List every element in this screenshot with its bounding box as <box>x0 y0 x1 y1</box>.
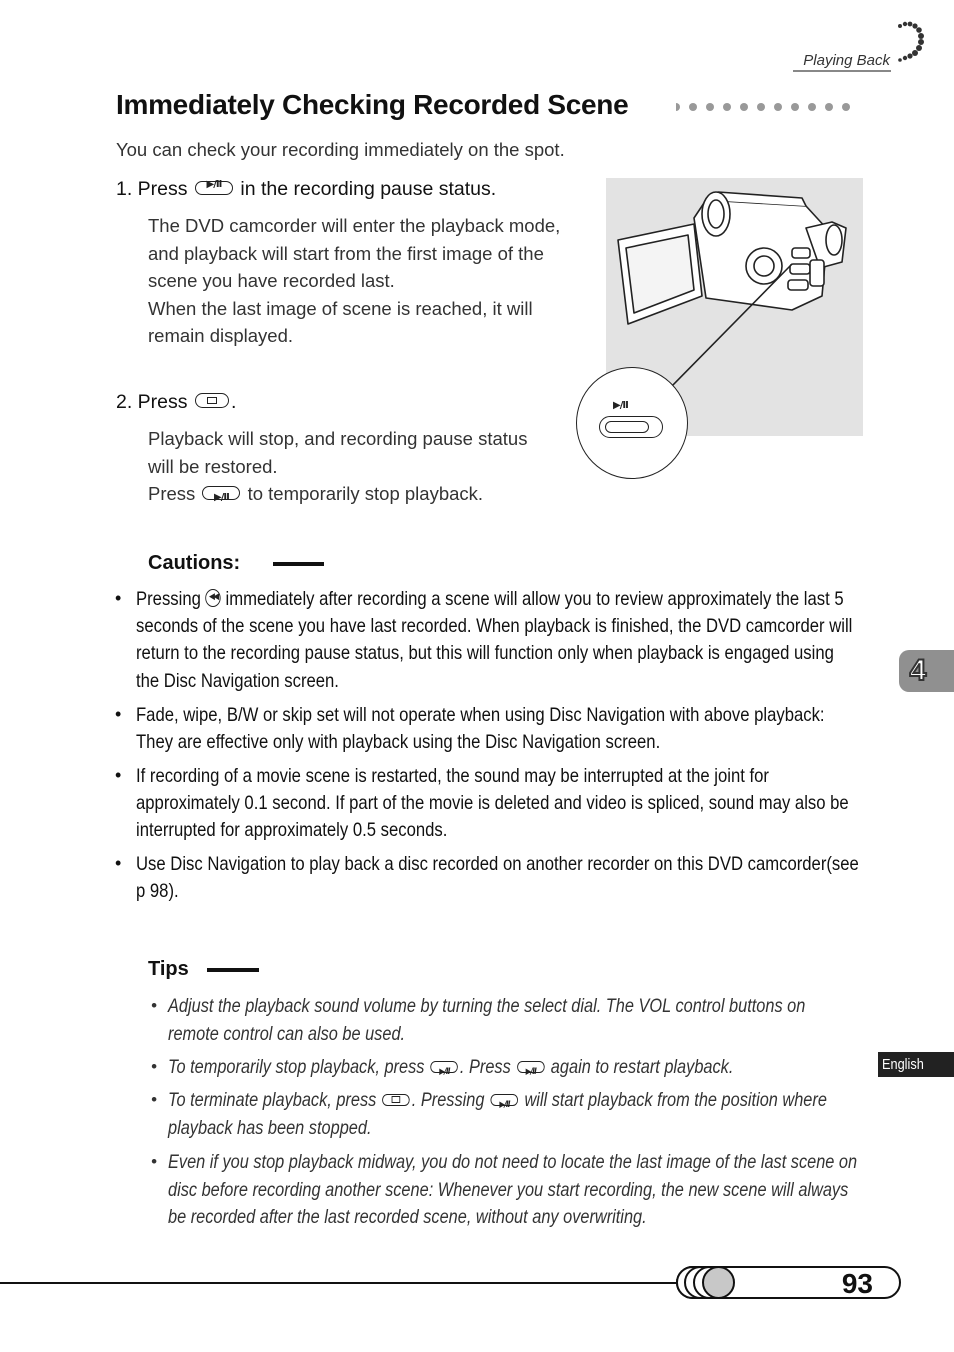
cautions-rule <box>273 562 324 566</box>
step-2-line: will be restored. <box>148 455 278 477</box>
caution-item-2: Fade, wipe, B/W or skip set will not operate when using Disc Navigation with above playback: They are effective only with playback using the Disc Navigation screen. <box>136 704 825 754</box>
language-label: English <box>882 1056 924 1073</box>
step-1-body <box>148 212 588 350</box>
page-number: 93 <box>841 1268 873 1299</box>
step-1-suffix: in the recording pause status. <box>240 178 497 200</box>
intro-text: You can check your recording immediately on the spot. <box>116 139 565 160</box>
caution-bullet: • <box>115 588 122 608</box>
play-pause-button-detail <box>599 416 663 438</box>
title-dots <box>676 103 850 111</box>
step-2-line: Playback will stop, and recording pause status <box>148 428 528 449</box>
caution-bullet: • <box>115 704 122 724</box>
caution-bullet: • <box>115 853 122 873</box>
badge-circle <box>702 1266 735 1299</box>
caution-item-3: If recording of a movie scene is restarted, the sound may be interrupted at the joint for approximately 0.1 second. If part of the movie is deleted and video is spliced, sound may also be interrupted for approximately 0.5 seconds. <box>136 765 849 842</box>
section-underline <box>793 70 891 72</box>
step-1-heading <box>116 178 496 201</box>
step-1-line: scene you have recorded last. <box>148 270 395 291</box>
play-pause-button-icon: ▶/II <box>491 1094 519 1106</box>
stop-button-icon <box>383 1094 411 1106</box>
play-pause-button-icon: ▶/II <box>517 1061 545 1073</box>
tip-item-3: To terminate playback, press . Pressing ▶/II will start playback from the position where playback has been stopped. <box>168 1090 827 1139</box>
step-1-line: remain displayed. <box>148 325 293 346</box>
section-label: Playing Back <box>803 52 890 69</box>
rewind-icon: ◀◀ <box>206 589 221 607</box>
tip-bullet: • <box>151 1090 157 1109</box>
play-pause-button-icon: ▶/II <box>202 486 240 500</box>
tip-item-2: To temporarily stop playback, press ▶/II . Press ▶/II again to restart playback. <box>168 1057 734 1078</box>
page-number-badge <box>676 1266 901 1299</box>
step-1-line: and playback will start from the first image of the <box>148 242 544 264</box>
step-1-line: The DVD camcorder will enter the playback mode, <box>148 215 561 236</box>
chapter-number: 4 <box>909 654 927 687</box>
tips-rule <box>207 968 259 972</box>
tip-bullet: • <box>151 1057 157 1076</box>
step-1-prefix: 1. Press <box>116 178 188 200</box>
step-2-line: Press ▶/II to temporarily stop playback. <box>148 483 484 504</box>
chapter-tab <box>899 650 954 692</box>
step-2-prefix: 2. Press <box>116 391 188 413</box>
tip-item-4: Even if you stop playback midway, you do not need to locate the last image of the last scene on disc before recording another scene: Whenever you start recording, the new scene will always be recorded after the last recorded scene, without any overwriting. <box>168 1152 858 1228</box>
tip-bullet: • <box>151 996 157 1015</box>
caution-item-4: Use Disc Navigation to play back a disc recorded on another recorder on this DVD camcorder(see p 98). <box>136 853 859 903</box>
cautions-heading: Cautions: <box>148 552 241 574</box>
play-pause-button-icon: ▶/II <box>431 1061 459 1073</box>
step-2-heading <box>116 391 236 414</box>
step-2-suffix: . <box>230 391 237 413</box>
play-pause-button-icon: ▶/II <box>195 181 233 195</box>
play-pause-callout <box>576 367 688 479</box>
callout-label: ▶/II <box>613 400 628 411</box>
step-2-body <box>148 425 588 508</box>
language-tab <box>878 1052 954 1077</box>
progress-ring-icon <box>890 20 924 72</box>
caution-item-1: Pressing ◀◀ immediately after recording a scene will allow you to review approximately the last 5 seconds of the scene you have last recorded. When playback is finished, the DVD camcorder will return to the recording pause status, but this will function only when playback is engaged using the Disc Navigation screen. <box>136 588 853 692</box>
footer-rule <box>0 1282 700 1284</box>
page-title: Immediately Checking Recorded Scene <box>116 89 629 120</box>
tips-heading: Tips <box>148 958 189 980</box>
caution-bullet: • <box>115 765 122 785</box>
tip-item-1: Adjust the playback sound volume by turning the select dial. The VOL control buttons on remote control can also be used. <box>168 996 806 1045</box>
step-1-line: When the last image of scene is reached, it will <box>148 297 533 319</box>
stop-button-icon <box>195 393 229 408</box>
tip-bullet: • <box>151 1152 157 1171</box>
